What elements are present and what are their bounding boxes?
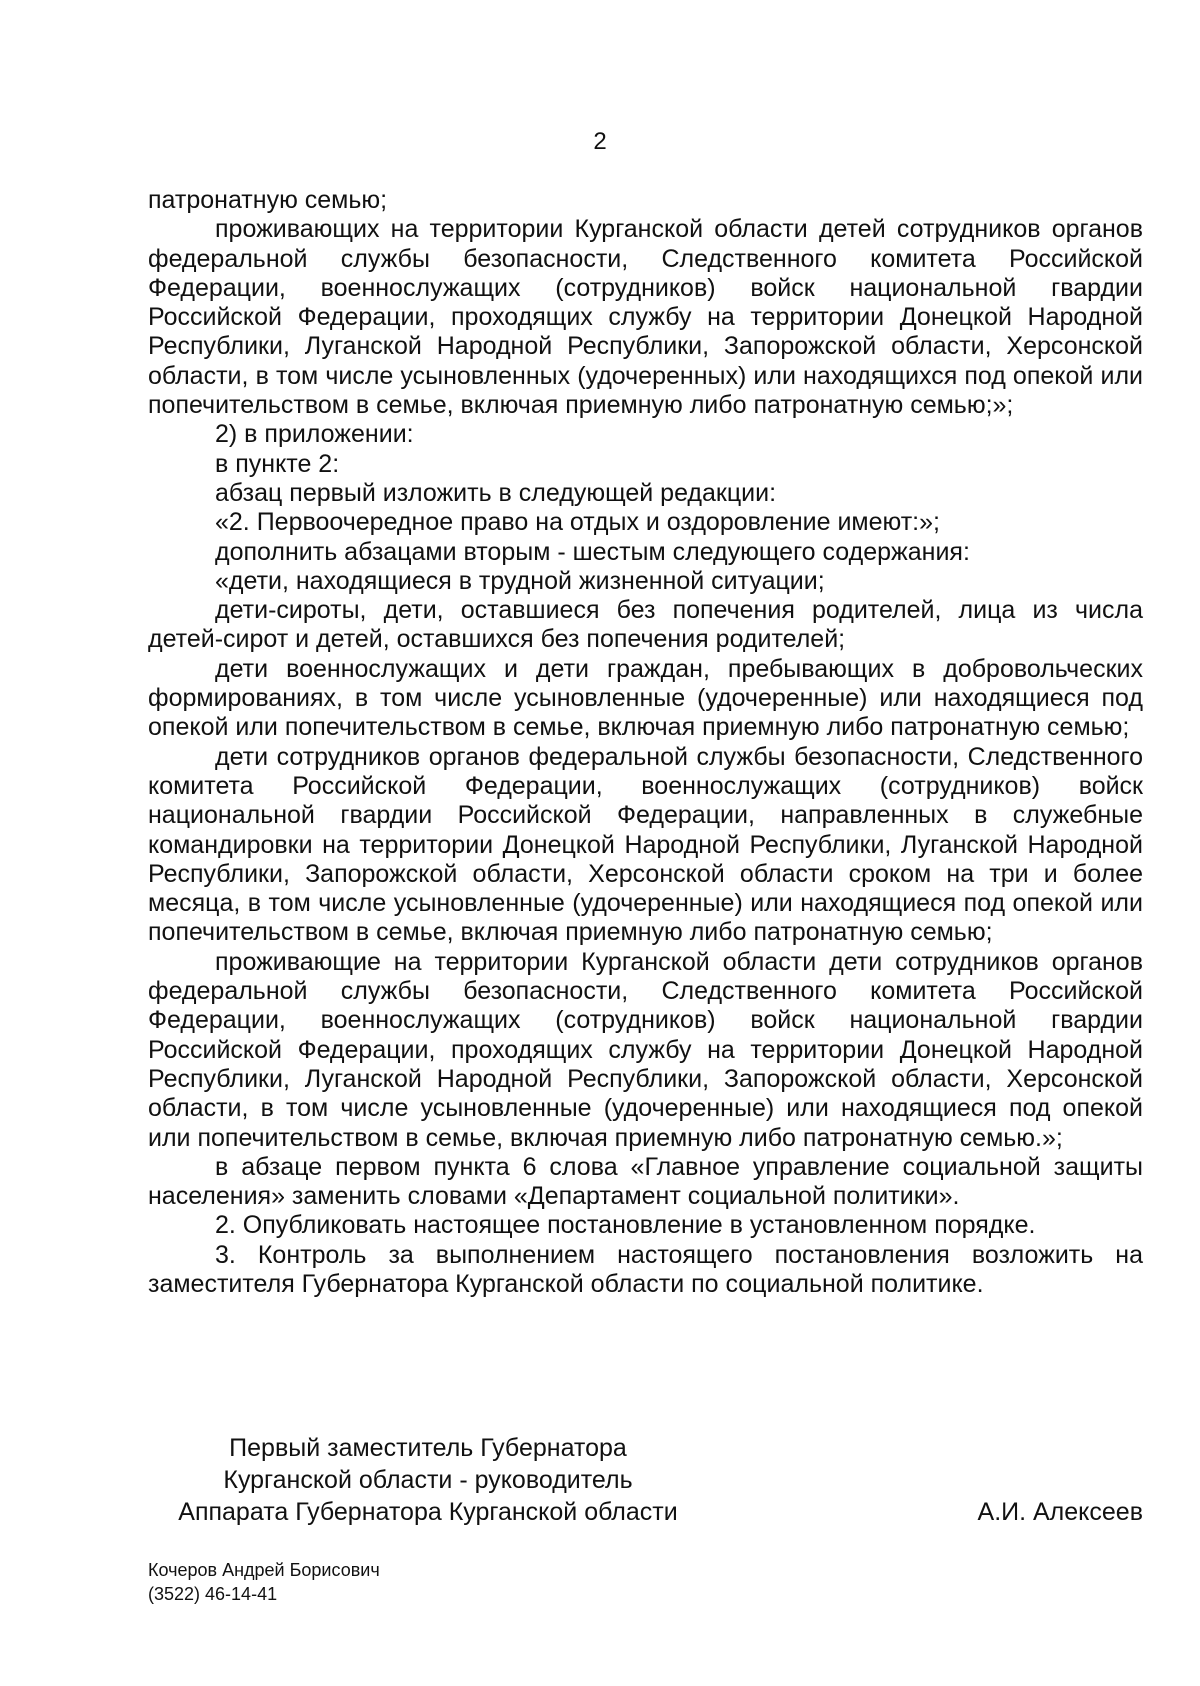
executor-phone: (3522) 46-14-41 (148, 1584, 278, 1604)
signatory-name: А.И. Алексеев (977, 1498, 1143, 1526)
paragraph: 3. Контроль за выполнением настоящего постановления возложить на заместителя Губернатора Курганской области по социальной политике. (148, 1240, 1143, 1298)
paragraph: 2. Опубликовать настоящее постановление в установленном порядке. (215, 1211, 1036, 1240)
signatory-position (148, 1432, 708, 1528)
paragraph: дети-сироты, дети, оставшиеся без попечения родителей, лица из числа детей-сирот и детей, оставшихся без попечения родителей; (148, 596, 1143, 654)
paragraph: проживающие на территории Курганской области дети сотрудников органов федеральной службы безопасности, Следственного комитета Российской Федерации, военнослужащих (сотрудников) войск национальной гвардии Российской Федерации, проходящих службу на территории Донецкой Народной Республики, Луганской Народной Республики, Запорожской области, Херсонской области, в том числе усыновленные (удочеренные) или находящиеся под опекой или попечительством в семье, включая приемную либо патронатную семью.»; (148, 947, 1143, 1152)
paragraph: дополнить абзацами вторым - шестым следующего содержания: (215, 537, 970, 566)
page-number: 2 (593, 128, 607, 155)
executor-name: Кочеров Андрей Борисович (148, 1560, 380, 1580)
paragraph: дети военнослужащих и дети граждан, пребывающих в добровольческих формированиях, в том числе усыновленные (удочеренные) или находящиеся под опекой или попечительством в семье, включая приемную либо патронатную семью; (148, 654, 1143, 742)
paragraph: 2) в приложении: (215, 420, 414, 449)
paragraph: дети сотрудников органов федеральной службы безопасности, Следственного комитета Российской Федерации, военнослужащих (сотрудников) войск национальной гвардии Российской Федерации, направленных в служебные командировки на территории Донецкой Народной Республики, Луганской Народной Республики, Запорожской области, Херсонской области сроком на три и более месяца, в том числе усыновленные (удочеренные) или находящиеся под опекой или попечительством в семье, включая приемную либо патронатную семью; (148, 742, 1143, 947)
signatory-position-line: Курганской области - руководитель (223, 1466, 633, 1494)
paragraph: проживающих на территории Курганской области детей сотрудников органов федеральной службы безопасности, Следственного комитета Российской Федерации, военнослужащих (сотрудников) войск национальной гвардии Российской Федерации, проходящих службу на территории Донецкой Народной Республики, Луганской Народной Республики, Запорожской области, Херсонской области, в том числе усыновленных (удочеренных) или находящихся под опекой или попечительством в семье, включая приемную либо патронатную семью;»; (148, 215, 1143, 420)
paragraph: в пункте 2: (215, 449, 340, 478)
signatory-position-line: Первый заместитель Губернатора (229, 1434, 627, 1462)
paragraph: патронатную семью; (148, 186, 388, 214)
signatory-position-line: Аппарата Губернатора Курганской области (178, 1498, 678, 1526)
paragraph: «2. Первоочередное право на отдых и оздоровление имеют:»; (215, 508, 940, 537)
paragraph: абзац первый изложить в следующей редакции: (215, 478, 777, 507)
executor-info (148, 1558, 380, 1606)
document-body (148, 186, 1143, 1299)
paragraph: «дети, находящиеся в трудной жизненной ситуации; (215, 566, 825, 595)
paragraph: в абзаце первом пункта 6 слова «Главное управление социальной защиты населения» заменить словами «Департамент социальной политики». (148, 1152, 1143, 1211)
